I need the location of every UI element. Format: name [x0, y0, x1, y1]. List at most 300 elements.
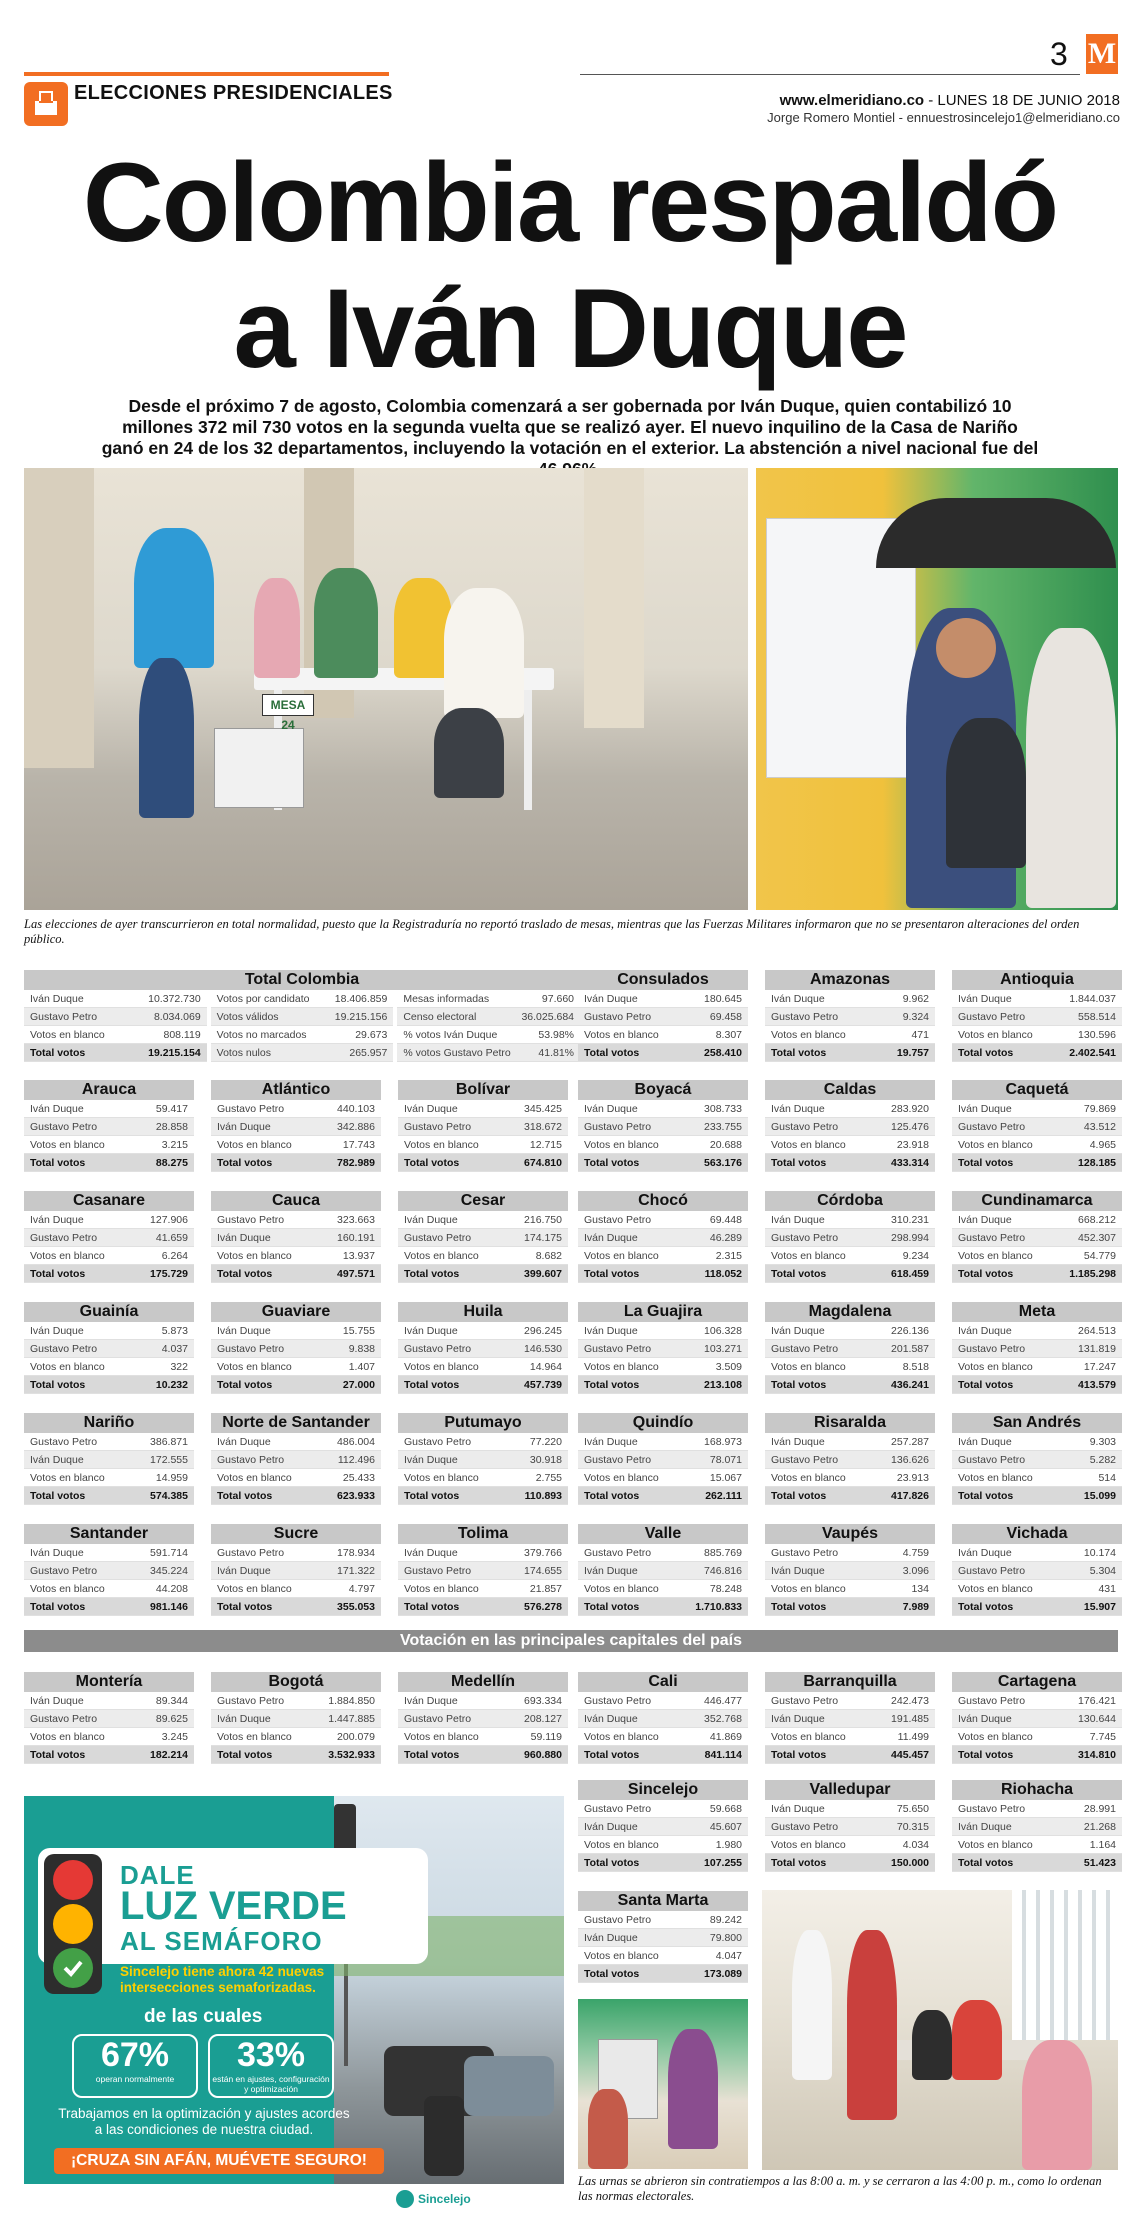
row-label: Votos en blanco	[217, 1361, 292, 1373]
table-row	[211, 1433, 381, 1451]
row-label: Votos en blanco	[30, 1472, 105, 1484]
table-title: Arauca	[24, 1080, 194, 1100]
table-row	[24, 1544, 194, 1562]
row-value: 89.625	[155, 1713, 188, 1725]
table-row	[765, 1044, 935, 1062]
row-value: 591.714	[150, 1547, 188, 1559]
ad-pct-adjusting	[208, 2034, 334, 2098]
row-label: Votos en blanco	[958, 1472, 1033, 1484]
row-label: Iván Duque	[584, 1932, 638, 1944]
traffic-light-ad[interactable]	[24, 1796, 564, 2214]
results-table	[398, 1080, 568, 1172]
row-label: Iván Duque	[584, 993, 638, 1005]
row-label: Iván Duque	[958, 1214, 1012, 1226]
results-table	[765, 1080, 935, 1172]
row-label: Total votos	[404, 1268, 460, 1280]
table-row	[578, 1229, 748, 1247]
row-label: Votos en blanco	[217, 1139, 292, 1151]
row-value: 89.344	[155, 1695, 188, 1707]
table-row	[952, 1818, 1122, 1836]
row-label: Iván Duque	[404, 1325, 458, 1337]
sincelejo-logo-icon	[396, 2190, 414, 2208]
row-value: 746.816	[704, 1565, 742, 1577]
row-label: Iván Duque	[584, 1821, 638, 1833]
row-value: 21.268	[1083, 1821, 1116, 1833]
row-label: Total votos	[771, 1490, 827, 1502]
row-value: 78.248	[709, 1583, 742, 1595]
row-value: 182.214	[150, 1749, 188, 1761]
row-value: 106.328	[704, 1325, 742, 1337]
row-label: Total votos	[584, 1857, 640, 1869]
row-value: 15.907	[1083, 1601, 1116, 1613]
table-row	[952, 1544, 1122, 1562]
row-value: 11.499	[897, 1731, 929, 1743]
table-row	[765, 1836, 935, 1854]
table-row	[578, 1710, 748, 1728]
row-value: 440.103	[337, 1103, 375, 1115]
table-title: Riohacha	[952, 1780, 1122, 1800]
table-row	[211, 1710, 381, 1728]
table-row	[398, 1487, 568, 1505]
table-row	[578, 1911, 748, 1929]
row-value: 433.314	[891, 1157, 929, 1169]
table-title: Córdoba	[765, 1191, 935, 1211]
row-value: 264.513	[1078, 1325, 1116, 1337]
table-row	[578, 1322, 748, 1340]
site-url[interactable]: www.elmeridiano.co	[779, 92, 925, 109]
table-title: San Andrés	[952, 1413, 1122, 1433]
table-row	[952, 1451, 1122, 1469]
table-row	[398, 1746, 568, 1764]
row-value: 131.819	[1078, 1343, 1116, 1355]
row-value: 379.766	[524, 1547, 562, 1559]
table-row	[578, 1728, 748, 1746]
row-label: Gustavo Petro	[958, 1565, 1026, 1577]
results-table	[24, 1080, 194, 1172]
results-table	[765, 1672, 935, 1764]
table-row	[952, 1154, 1122, 1172]
row-label: Gustavo Petro	[30, 1713, 98, 1725]
row-value: 283.920	[891, 1103, 929, 1115]
table-row	[765, 1692, 935, 1710]
row-label: Votos en blanco	[958, 1250, 1033, 1262]
row-value: 1.185.298	[1069, 1268, 1116, 1280]
row-value: 1.447.885	[328, 1713, 375, 1725]
row-label: Iván Duque	[404, 1214, 458, 1226]
row-value: 19.757	[896, 1047, 929, 1059]
row-label: Iván Duque	[771, 1565, 825, 1577]
row-label: Iván Duque	[30, 993, 84, 1005]
row-value: 88.275	[155, 1157, 188, 1169]
table-row	[398, 1154, 568, 1172]
table-row	[398, 1100, 568, 1118]
row-value: 9.962	[902, 993, 929, 1005]
table-row	[765, 1100, 935, 1118]
table-row	[398, 1136, 568, 1154]
row-label: Gustavo Petro	[771, 1821, 839, 1833]
row-value: 308.733	[704, 1103, 742, 1115]
row-label: Total votos	[771, 1047, 827, 1059]
row-label: Gustavo Petro	[404, 1121, 472, 1133]
row-value: 97.660	[541, 993, 575, 1005]
table-row	[24, 1487, 194, 1505]
table-row	[765, 1340, 935, 1358]
row-label: Iván Duque	[217, 1713, 271, 1725]
table-row	[578, 1118, 748, 1136]
table-title: Cauca	[211, 1191, 381, 1211]
table-row	[24, 1322, 194, 1340]
row-label: Iván Duque	[217, 1325, 271, 1337]
table-row	[211, 1562, 381, 1580]
row-label: Gustavo Petro	[771, 1011, 839, 1023]
table-row	[397, 1044, 580, 1062]
table-row	[578, 990, 748, 1008]
table-title: Bogotá	[211, 1672, 381, 1692]
row-value: 30.918	[529, 1454, 562, 1466]
row-label: Total votos	[584, 1968, 640, 1980]
table-row	[578, 1247, 748, 1265]
row-label: Iván Duque	[771, 1325, 825, 1337]
results-table	[211, 1302, 381, 1394]
row-value: 171.322	[337, 1565, 375, 1577]
table-row	[24, 1008, 207, 1026]
table-title: Cartagena	[952, 1672, 1122, 1692]
row-value: 981.146	[150, 1601, 188, 1613]
voter-list-photo	[756, 468, 1118, 910]
ad-title-1: DALE	[120, 1860, 195, 1890]
row-label: Gustavo Petro	[584, 1454, 652, 1466]
table-row	[952, 1800, 1122, 1818]
row-label: Iván Duque	[30, 1454, 84, 1466]
table-row	[952, 1229, 1122, 1247]
row-label: Votos en blanco	[584, 1139, 659, 1151]
table-row	[765, 1322, 935, 1340]
row-label: Total votos	[584, 1749, 640, 1761]
row-label: Gustavo Petro	[958, 1695, 1026, 1707]
results-table	[952, 1672, 1122, 1764]
row-label: Votos en blanco	[217, 1250, 292, 1262]
row-label: Gustavo Petro	[771, 1232, 839, 1244]
row-label: Total votos	[958, 1157, 1014, 1169]
row-value: 9.303	[1089, 1436, 1116, 1448]
ad-title-2: LUZ VERDE	[120, 1884, 347, 1928]
table-row	[952, 1854, 1122, 1872]
lead-paragraph: Desde el próximo 7 de agosto, Colombia comenzará a ser gobernada por Iván Duque, quien contabilizó 10 millones 372 mil 730 votos en la segunda vuelta que se realizó ayer. El nuevo inquilino de la Casa de Nariño ganó en 24 de los 32 departamentos, incluyendo la votación en el exterior. La abstención a nivel nacional fue del	[101, 396, 1039, 458]
table-row	[952, 1265, 1122, 1283]
table-row	[24, 1728, 194, 1746]
results-table	[398, 1302, 568, 1394]
row-value: 226.136	[891, 1325, 929, 1337]
row-label: Gustavo Petro	[404, 1565, 472, 1577]
row-label: Votos en blanco	[771, 1472, 846, 1484]
row-label: Votos en blanco	[404, 1731, 479, 1743]
row-label: Gustavo Petro	[958, 1454, 1026, 1466]
table-row	[24, 1154, 194, 1172]
row-label: Iván Duque	[958, 1821, 1012, 1833]
row-value: 168.973	[704, 1436, 742, 1448]
table-row	[24, 990, 207, 1008]
pct-value: 67%	[100, 2036, 170, 2074]
row-label: Gustavo Petro	[771, 1343, 839, 1355]
row-value: 136.626	[891, 1454, 929, 1466]
row-label: Censo electoral	[403, 1011, 477, 1023]
table-row	[578, 1544, 748, 1562]
row-value: 574.385	[150, 1490, 188, 1502]
row-label: Total votos	[404, 1490, 460, 1502]
ballot-box-icon	[24, 82, 68, 126]
row-label: Total votos	[584, 1047, 640, 1059]
table-row	[398, 1562, 568, 1580]
row-value: 17.743	[342, 1139, 375, 1151]
row-label: Iván Duque	[30, 1695, 84, 1707]
row-value: 3.096	[902, 1565, 929, 1577]
photo-caption: Las elecciones de ayer transcurrieron en total normalidad, puesto que la Registraduría no reportó traslado de mesas, mientras que las Fuerzas Militares informaron que no se presentaron alteraciones del orden público.	[24, 917, 1080, 946]
table-title: Nariño	[24, 1413, 194, 1433]
table-title: Cali	[578, 1672, 748, 1692]
row-label: Total votos	[771, 1268, 827, 1280]
row-label: Total votos	[584, 1490, 640, 1502]
row-value: 960.880	[524, 1749, 562, 1761]
table-title: Meta	[952, 1302, 1122, 1322]
results-table	[398, 1413, 568, 1505]
results-table	[765, 1780, 935, 1872]
row-label: Iván Duque	[30, 1325, 84, 1337]
row-label: Total votos	[217, 1379, 273, 1391]
row-value: 452.307	[1078, 1232, 1116, 1244]
row-value: 1.710.833	[695, 1601, 742, 1613]
table-row	[398, 1692, 568, 1710]
results-table	[211, 1413, 381, 1505]
row-value: 693.334	[524, 1695, 562, 1707]
row-label: Total votos	[584, 1268, 640, 1280]
row-label: Votos en blanco	[30, 1250, 105, 1262]
table-title: Montería	[24, 1672, 194, 1692]
results-table	[398, 1524, 568, 1616]
row-value: 471	[911, 1029, 929, 1041]
table-row	[24, 1247, 194, 1265]
row-value: 28.858	[155, 1121, 188, 1133]
table-row	[952, 1322, 1122, 1340]
results-table	[952, 1191, 1122, 1283]
table-row	[578, 1154, 748, 1172]
results-table	[578, 1891, 748, 1983]
row-label: Iván Duque	[771, 1436, 825, 1448]
row-value: 446.477	[704, 1695, 742, 1707]
headline-line-1: Colombia respaldó	[82, 140, 1058, 265]
results-table	[578, 1302, 748, 1394]
row-value: 27.000	[342, 1379, 375, 1391]
results-table	[398, 1191, 568, 1283]
row-label: Iván Duque	[584, 1103, 638, 1115]
table-title: Magdalena	[765, 1302, 935, 1322]
row-label: Iván Duque	[958, 1713, 1012, 1725]
row-value: 262.111	[705, 1490, 742, 1502]
row-label: Iván Duque	[771, 1103, 825, 1115]
row-label: Total votos	[958, 1749, 1014, 1761]
table-row	[211, 990, 394, 1008]
row-label: Iván Duque	[771, 993, 825, 1005]
table-row	[952, 1100, 1122, 1118]
row-value: 23.913	[896, 1472, 929, 1484]
row-value: 342.886	[337, 1121, 375, 1133]
row-label: Iván Duque	[958, 1547, 1012, 1559]
row-label: Iván Duque	[771, 1803, 825, 1815]
row-label: Votos válidos	[216, 1011, 279, 1023]
row-label: Total votos	[217, 1749, 273, 1761]
table-title: Atlántico	[211, 1080, 381, 1100]
table-title: Chocó	[578, 1191, 748, 1211]
row-label: Iván Duque	[958, 993, 1012, 1005]
row-value: 12.715	[529, 1139, 562, 1151]
newspaper-logo: M	[1086, 34, 1118, 74]
results-table	[24, 1524, 194, 1616]
table-row	[398, 1118, 568, 1136]
table-row	[578, 1100, 748, 1118]
row-value: 45.607	[709, 1821, 742, 1833]
row-label: Votos en blanco	[217, 1583, 292, 1595]
table-title: Valledupar	[765, 1780, 935, 1800]
row-label: Votos en blanco	[30, 1361, 105, 1373]
row-label: Gustavo Petro	[771, 1547, 839, 1559]
row-label: Gustavo Petro	[584, 1803, 652, 1815]
row-value: 59.417	[155, 1103, 188, 1115]
row-value: 59.668	[709, 1803, 742, 1815]
table-row	[398, 1322, 568, 1340]
table-row	[398, 1211, 568, 1229]
row-value: 110.893	[524, 1490, 562, 1502]
table-row	[765, 1598, 935, 1616]
table-row	[765, 1136, 935, 1154]
table-title: Risaralda	[765, 1413, 935, 1433]
table-title: Santander	[24, 1524, 194, 1544]
row-label: Gustavo Petro	[30, 1121, 98, 1133]
row-label: Gustavo Petro	[404, 1343, 472, 1355]
row-value: 9.838	[348, 1343, 375, 1355]
table-row	[24, 1469, 194, 1487]
row-value: 174.175	[524, 1232, 562, 1244]
ad-cta[interactable]: ¡CRUZA SIN AFÁN, MUÉVETE SEGURO!	[54, 2148, 384, 2174]
row-value: 146.530	[524, 1343, 562, 1355]
row-label: Votos en blanco	[584, 1029, 659, 1041]
row-value: 10.372.730	[148, 993, 201, 1005]
row-value: 457.739	[524, 1379, 562, 1391]
row-value: 14.959	[155, 1472, 188, 1484]
table-row	[397, 990, 580, 1008]
table-row	[952, 990, 1122, 1008]
table-row	[578, 1044, 748, 1062]
results-table	[578, 1080, 748, 1172]
row-label: Iván Duque	[404, 1547, 458, 1559]
row-value: 25.433	[342, 1472, 375, 1484]
row-value: 23.918	[896, 1139, 929, 1151]
row-value: 53.98%	[538, 1029, 575, 1041]
table-row	[578, 1469, 748, 1487]
row-value: 89.242	[709, 1914, 742, 1926]
row-label: Total votos	[30, 1157, 86, 1169]
table-row	[578, 1340, 748, 1358]
table-row	[578, 1854, 748, 1872]
row-label: Votos en blanco	[404, 1583, 479, 1595]
row-value: 15.755	[342, 1325, 375, 1337]
table-row	[578, 1376, 748, 1394]
row-label: Gustavo Petro	[584, 1011, 652, 1023]
results-table	[24, 1191, 194, 1283]
row-label: Votos en blanco	[404, 1139, 479, 1151]
row-value: 41.81%	[538, 1047, 575, 1059]
table-title: Huila	[398, 1302, 568, 1322]
row-value: 173.089	[704, 1968, 742, 1980]
row-label: Gustavo Petro	[404, 1713, 472, 1725]
total-column	[24, 990, 207, 1062]
table-row	[578, 1026, 748, 1044]
row-label: Gustavo Petro	[217, 1454, 285, 1466]
row-value: 4.047	[715, 1950, 742, 1962]
header-rule	[24, 72, 389, 76]
table-row	[952, 1692, 1122, 1710]
table-row	[211, 1358, 381, 1376]
row-value: 497.571	[337, 1268, 375, 1280]
row-value: 1.164	[1089, 1839, 1116, 1851]
row-value: 265.957	[349, 1047, 388, 1059]
row-label: Iván Duque	[30, 1547, 84, 1559]
row-label: Total votos	[584, 1157, 640, 1169]
row-value: 841.114	[704, 1749, 742, 1761]
row-value: 13.937	[342, 1250, 375, 1262]
row-label: Iván Duque	[771, 1713, 825, 1725]
row-label: Votos en blanco	[584, 1583, 659, 1595]
row-label: Gustavo Petro	[771, 1695, 839, 1707]
row-label: Votos en blanco	[584, 1250, 659, 1262]
row-value: 176.421	[1078, 1695, 1116, 1707]
row-value: 558.514	[1078, 1011, 1116, 1023]
row-value: 314.810	[1078, 1749, 1116, 1761]
table-row	[952, 1008, 1122, 1026]
row-value: 201.587	[891, 1343, 929, 1355]
ad-body: Trabajamos en la optimización y ajustes acordes a las condiciones de nuestra ciudad.	[58, 2106, 350, 2137]
row-value: 17.247	[1083, 1361, 1116, 1373]
row-value: 386.871	[150, 1436, 188, 1448]
row-value: 160.191	[337, 1232, 375, 1244]
row-value: 399.607	[524, 1268, 562, 1280]
row-label: Votos en blanco	[404, 1472, 479, 1484]
row-label: Gustavo Petro	[217, 1695, 285, 1707]
row-label: Votos en blanco	[584, 1731, 659, 1743]
row-label: Votos en blanco	[958, 1361, 1033, 1373]
row-value: 69.448	[709, 1214, 742, 1226]
row-label: Total votos	[30, 1749, 86, 1761]
row-label: Votos en blanco	[958, 1139, 1033, 1151]
row-value: 128.185	[1078, 1157, 1116, 1169]
row-value: 9.324	[902, 1011, 929, 1023]
table-row	[24, 1211, 194, 1229]
results-table	[765, 1302, 935, 1394]
table-row	[398, 1433, 568, 1451]
row-label: Votos en blanco	[771, 1583, 846, 1595]
row-label: Total votos	[958, 1857, 1014, 1869]
table-title: Sincelejo	[578, 1780, 748, 1800]
row-value: 3.245	[161, 1731, 188, 1743]
row-label: Votos en blanco	[958, 1731, 1033, 1743]
row-label: Gustavo Petro	[30, 1565, 98, 1577]
row-value: 180.645	[704, 993, 742, 1005]
table-title: Cundinamarca	[952, 1191, 1122, 1211]
table-row	[765, 1746, 935, 1764]
table-row	[578, 1947, 748, 1965]
row-label: Votos en blanco	[30, 1583, 105, 1595]
table-row	[578, 1487, 748, 1505]
table-row	[211, 1247, 381, 1265]
row-value: 130.596	[1078, 1029, 1116, 1041]
